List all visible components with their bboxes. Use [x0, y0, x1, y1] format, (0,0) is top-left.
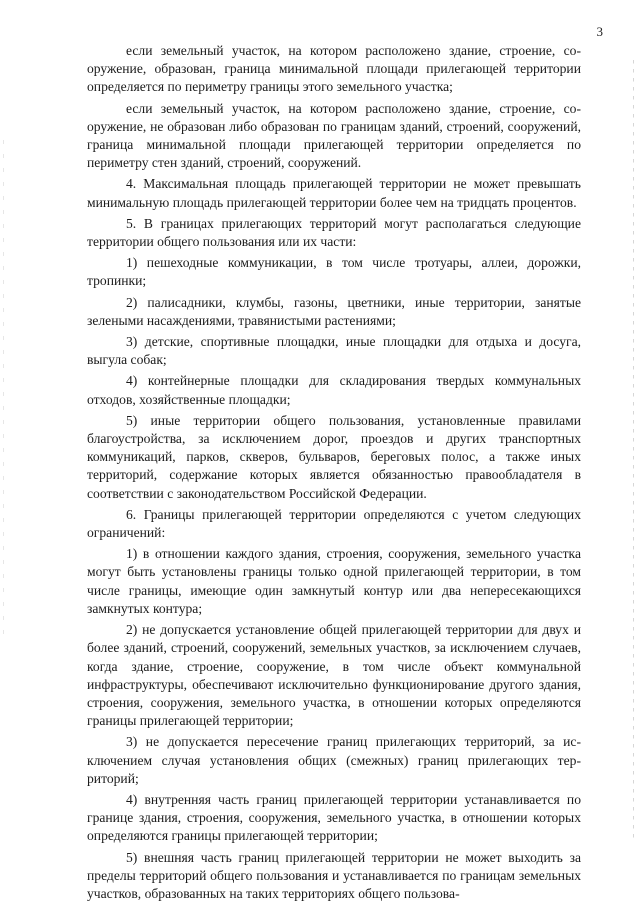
- list-item: 2) не допускается установление общей прилегающей территории для двух и более зданий, строений, сооружений, земельных участков, за исключением случаев, когда здание, строение, сооружение, в том числе объект коммунальной инфраструктуры, обеспечивают исключительно функционирование другого здания, строения, сооружения, земельного участка, в отношении которых определяются границы прилегающей территории;: [87, 622, 581, 729]
- list-item: 1) в отношении каждого здания, строения, сооружения, земельного участка могут быть установлены границы только одной прилегающей территории, в том числе границы, имеющие один замкнутый контур или два непересекающихся замкнутых контура;: [87, 546, 581, 616]
- list-item: 3) не допускается пересечение границ прилегающих территорий, за исключением случая установления общих (смежных) границ прилегающих территорий;: [87, 734, 581, 786]
- paragraph: если земельный участок, на котором расположено здание, строение, сооружение, не образован либо образован по границам зданий, строений, сооружений, граница минимальной площади прилегающей территории определяется по периметру стен зданий, строений, сооружений.: [87, 100, 581, 171]
- paragraph: 5. В границах прилегающих территорий могут располагаться следующие территории общего пользования или их части:: [87, 215, 581, 250]
- list-item: 1) пешеходные коммуникации, в том числе тротуары, аллеи, дорожки, тропинки;: [87, 255, 581, 289]
- list-item: 5) иные территории общего пользования, установленные правилами благоустройства, за исключением дорог, проездов и других транспортных коммуникаций, парков, скверов, бульваров, береговых полос, а также иных территорий, содержание которых является обязанностью правообладателя в соответствии с законодательством Российской Федерации.: [87, 412, 581, 501]
- scan-edge-right: [633, 60, 634, 840]
- scan-edge-left: [3, 140, 4, 640]
- list-item: 4) внутренняя часть границ прилегающей территории устанавливается по границе здания, строения, сооружения, земельного участка, в отношении которых определяются границы прилегающей территории;: [87, 791, 581, 844]
- paragraph: 4. Максимальная площадь прилегающей территории не может превышать минимальную площадь прилегающей территории более чем на тридцать процентов.: [87, 176, 581, 210]
- document-body: [87, 42, 581, 903]
- page-number: 3: [596, 24, 603, 39]
- paragraph: если земельный участок, на котором расположено здание, строение, сооружение, образован, граница минимальной площади прилегающей территории определяется по периметру границы этого земельного участка;: [87, 43, 581, 95]
- list-item: 4) контейнерные площадки для складирования твердых коммунальных отходов, хозяйственные площадки;: [87, 373, 581, 407]
- list-item: 2) палисадники, клумбы, газоны, цветники, иные территории, занятые зелеными насаждениями, травянистыми растениями;: [87, 294, 581, 328]
- list-item: 5) внешняя часть границ прилегающей территории не может выходить за пределы территорий общего пользования и устанавливается по границам земельных участков, образованных на таких территориях общего пользова-: [87, 849, 581, 901]
- paragraph: 6. Границы прилегающей территории определяются с учетом следующих ограничений:: [87, 506, 581, 541]
- list-item: 3) детские, спортивные площадки, иные площадки для отдыха и досуга, выгула собак;: [87, 334, 581, 368]
